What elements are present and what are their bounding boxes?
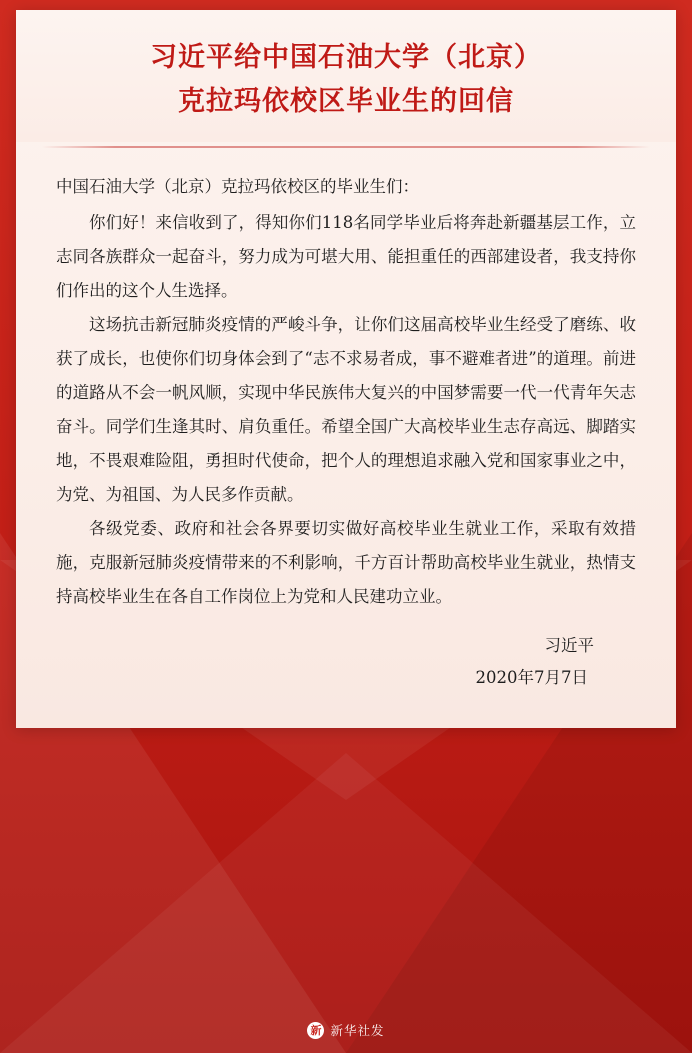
footer-credit-text: 新华社发 <box>330 1023 385 1038</box>
page-title-line-1: 习近平给中国石油大学（北京） <box>150 42 542 73</box>
page-title-line-2: 克拉玛依校区毕业生的回信 <box>178 86 514 117</box>
letter-body <box>16 148 676 728</box>
xinhua-logo-icon: 新 <box>307 1022 324 1039</box>
letter-paragraph-1: 你们好！来信收到了，得知你们118名同学毕业后将奔赴新疆基层工作，立志同各族群众一起奋斗，努力成为可堪大用、能担重任的西部建设者，我支持你们作出的这个人生选择。 <box>56 213 636 300</box>
letter-header <box>16 10 676 142</box>
footer-credit <box>0 1021 692 1039</box>
letter-signature <box>56 630 636 694</box>
letter-paragraph-3: 各级党委、政府和社会各界要切实做好高校毕业生就业工作，采取有效措施，克服新冠肺炎疫情带来的不利影响，千方百计帮助高校毕业生就业，热情支持高校毕业生在各自工作岗位上为党和人民建功立业。 <box>56 519 636 606</box>
letter-salutation: 中国石油大学（北京）克拉玛依校区的毕业生们： <box>56 177 419 196</box>
signature-date: 2020年7月7日 <box>475 668 588 687</box>
letter-paragraph-2: 这场抗击新冠肺炎疫情的严峻斗争，让你们这届高校毕业生经受了磨练、收获了成长，也使你们切身体会到了“志不求易者成，事不避难者进”的道理。前进的道路从不会一帆风顺，实现中华民族伟大复兴的中国梦需要一代一代青年矢志奋斗。同学们生逢其时、肩负重任。希望全国广大高校毕业生志存高远、脚踏实地，不畏艰难险阻，勇担时代使命，把个人的理想追求融入党和国家事业之中，为党、为祖国、为人民多作贡献。 <box>56 315 636 504</box>
letter-card <box>16 10 676 728</box>
signature-name: 习近平 <box>544 636 594 655</box>
